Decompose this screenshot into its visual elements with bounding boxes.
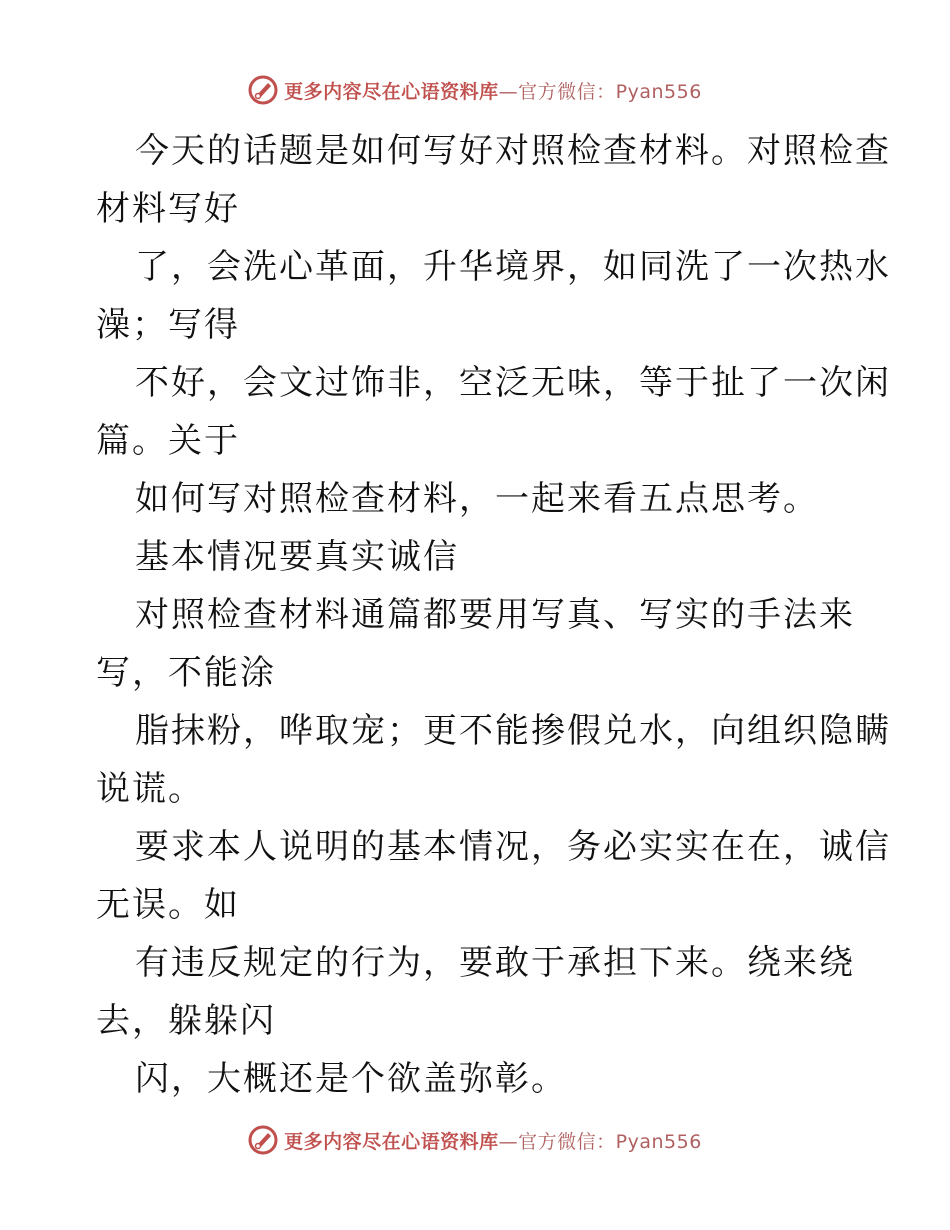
text-line: 要求本人说明的基本情况，务必实实在在，诚信: [135, 827, 891, 867]
watermark-wechat: —官方微信：Pyan556: [498, 1130, 702, 1153]
text-line: 基本情况要真实诚信: [135, 537, 459, 577]
text-line: 了，会洗心革面，升华境界，如同洗了一次热水: [135, 247, 891, 287]
text-line: 不好，会文过饰非，空泛无味，等于扯了一次闲: [135, 363, 891, 403]
text-line: 篇。关于: [96, 421, 240, 461]
watermark-text: [284, 1127, 702, 1154]
text-line: 去，躲躲闪: [96, 1001, 276, 1041]
text-line: 今天的话题是如何写好对照检查材料。对照检查: [135, 131, 891, 171]
text-line: 写，不能涂: [96, 653, 276, 693]
brand-logo-icon: [248, 1125, 278, 1155]
text-line: 无误。如: [96, 885, 240, 925]
text-line: 脂抹粉，哗取宠；更不能掺假兑水，向组织隐瞒: [135, 711, 891, 751]
document-body: [96, 122, 891, 1108]
watermark-brand: 更多内容尽在心语资料库: [284, 1130, 499, 1153]
text-line: 闪，大概还是个欲盖弥彰。: [135, 1059, 567, 1099]
brand-logo-icon: [248, 75, 278, 105]
text-line: 澡；写得: [96, 305, 240, 345]
text-line: 材料写好: [96, 189, 240, 229]
header-watermark: [0, 70, 950, 110]
watermark-brand: 更多内容尽在心语资料库: [284, 80, 499, 103]
watermark-text: [284, 77, 702, 104]
watermark-wechat: —官方微信：Pyan556: [498, 80, 702, 103]
text-line: 有违反规定的行为，要敢于承担下来。绕来绕: [135, 943, 855, 983]
footer-watermark: [0, 1120, 950, 1160]
text-line: 对照检查材料通篇都要用写真、写实的手法来: [135, 595, 855, 635]
text-line: 如何写对照检查材料，一起来看五点思考。: [135, 479, 819, 519]
text-line: 说谎。: [96, 769, 204, 809]
